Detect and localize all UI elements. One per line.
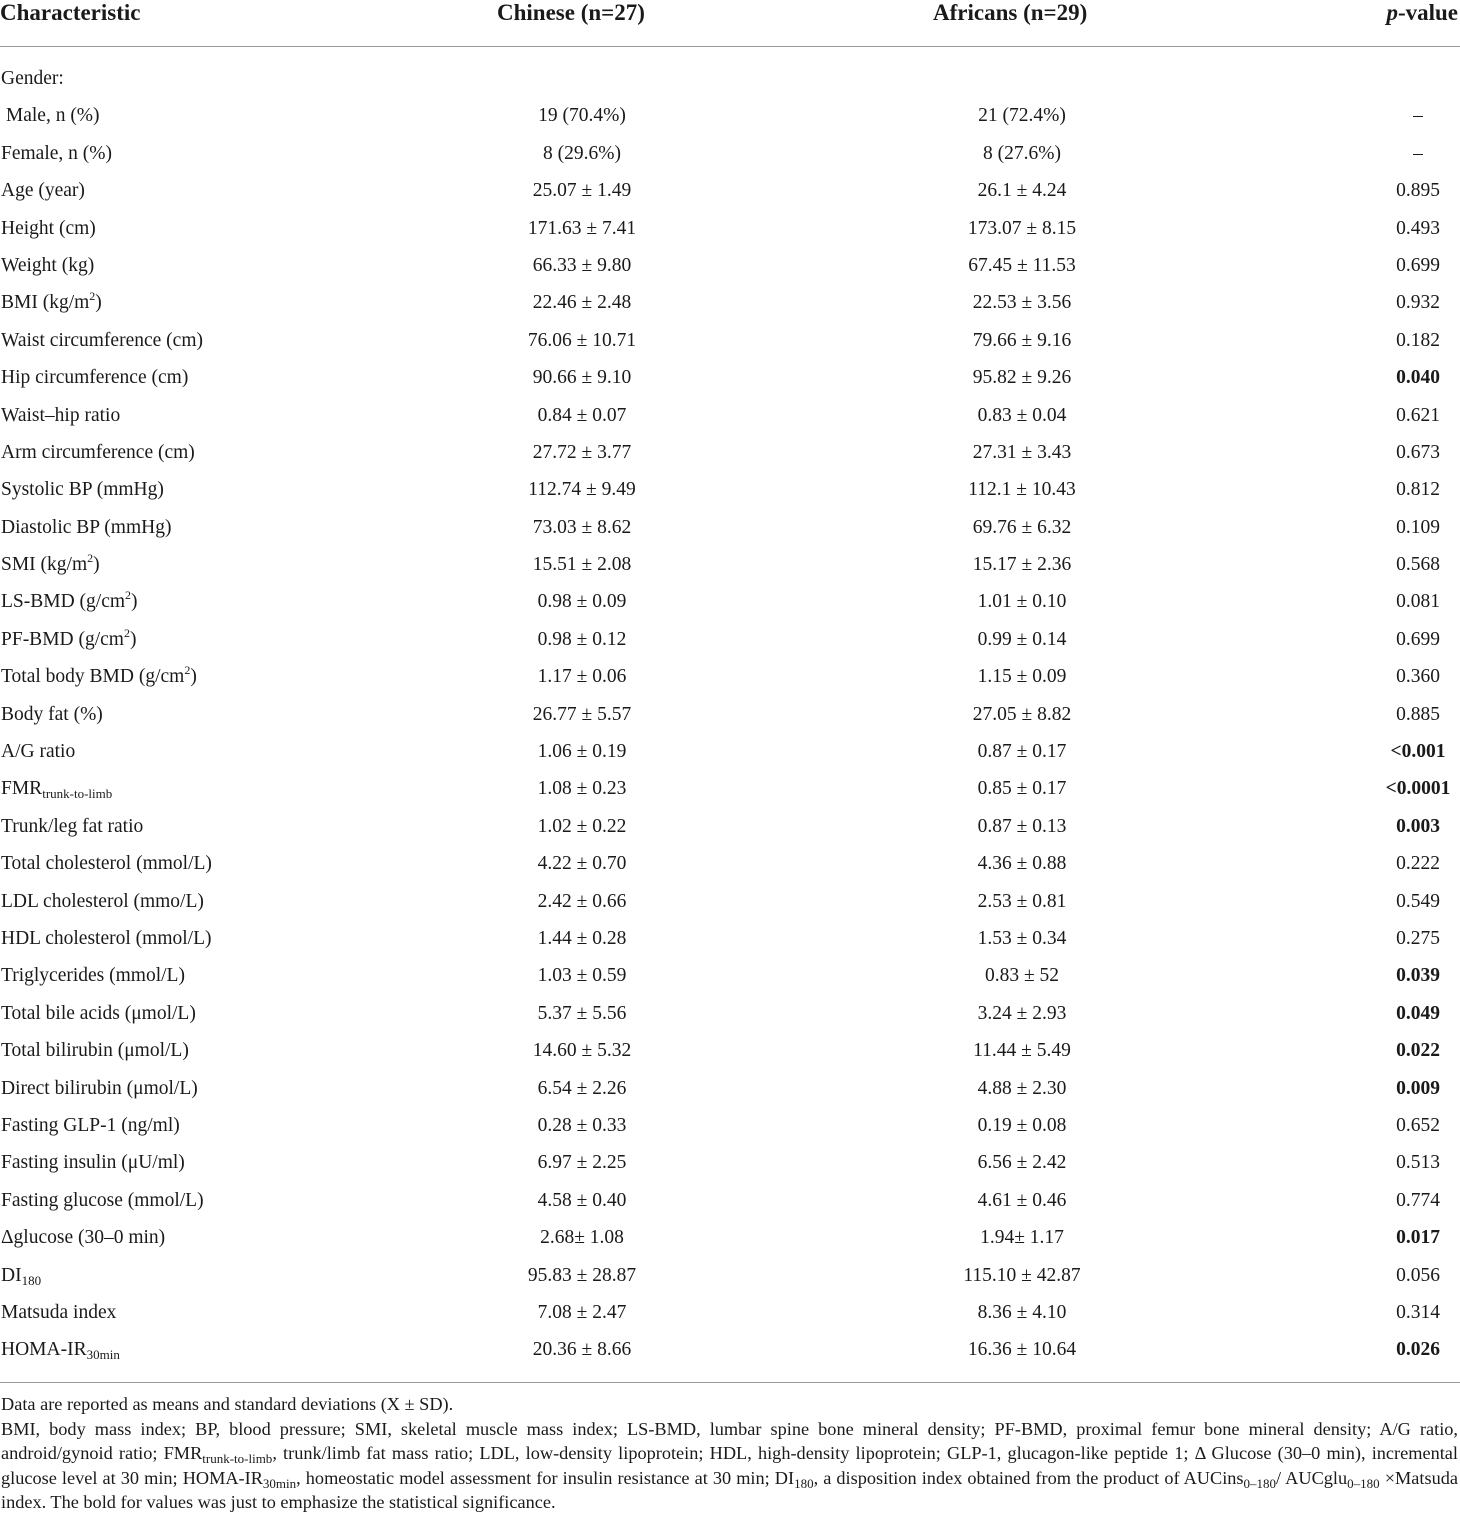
row-label-text: Hip circumference (cm) xyxy=(1,367,189,389)
row-label-sup: 2 xyxy=(87,551,94,566)
africans-value: 1.15 ± 0.09 xyxy=(977,666,1067,688)
row-label xyxy=(1,883,204,920)
table-row xyxy=(0,883,1460,920)
africans-value: 79.66 ± 9.16 xyxy=(972,329,1072,351)
table-row xyxy=(0,60,1460,97)
row-label-text: DI xyxy=(1,1264,22,1286)
footnote-sub-5: 0–180 xyxy=(1347,1475,1380,1491)
row-label xyxy=(1,621,136,658)
footnote-text-c: , homeostatic model assessment for insulin resistance at 30 min; DI xyxy=(296,1467,795,1488)
table-row xyxy=(0,1331,1460,1368)
row-label-text: Total bilirubin (μmol/L) xyxy=(1,1040,189,1062)
chinese-value: 1.17 ± 0.06 xyxy=(537,666,627,688)
footnote-text-f: ×Matsuda index. The bold for values was just to emphasize the statistical significance. xyxy=(1,1467,1458,1513)
footnote-text-e: / AUCglu xyxy=(1276,1467,1348,1488)
africans-value: 1.01 ± 0.10 xyxy=(977,591,1067,613)
row-label xyxy=(1,210,96,247)
row-label xyxy=(1,658,197,695)
row-label-text: Waist circumference (cm) xyxy=(1,329,203,351)
row-label-text: Fasting GLP-1 (ng/ml) xyxy=(1,1114,180,1136)
table-row xyxy=(0,1107,1460,1144)
row-label xyxy=(1,247,94,284)
chinese-value: 26.77 ± 5.57 xyxy=(532,703,632,725)
table-row xyxy=(0,509,1460,546)
africans-value: 173.07 ± 8.15 xyxy=(967,217,1077,239)
p-value: – xyxy=(1413,142,1423,164)
p-value: 0.022 xyxy=(1396,1040,1440,1062)
row-label-suffix: ) xyxy=(93,554,100,576)
p-value: 0.493 xyxy=(1396,217,1440,239)
chinese-value: 95.83 ± 28.87 xyxy=(527,1264,637,1286)
row-label-text: A/G ratio xyxy=(1,741,76,763)
chinese-value: 66.33 ± 9.80 xyxy=(532,254,632,276)
africans-value: 4.61 ± 0.46 xyxy=(977,1189,1067,1211)
p-value: 0.895 xyxy=(1396,180,1440,202)
row-label-sup: 2 xyxy=(125,588,132,603)
row-label-suffix: ) xyxy=(95,292,102,314)
p-value: – xyxy=(1413,105,1423,127)
row-label-text: Total body BMD (g/cm xyxy=(1,666,185,688)
chinese-value: 0.98 ± 0.12 xyxy=(537,628,627,650)
table-row xyxy=(0,1032,1460,1069)
row-label-suffix: ) xyxy=(129,628,137,650)
table-row xyxy=(0,808,1460,845)
table-row xyxy=(0,1219,1460,1256)
row-label xyxy=(1,97,100,134)
footnote-sub-2: 30min xyxy=(262,1475,297,1491)
table-row xyxy=(0,1144,1460,1181)
table-row xyxy=(0,696,1460,733)
africans-value: 15.17 ± 2.36 xyxy=(972,554,1072,576)
row-label xyxy=(1,1294,116,1331)
chinese-value: 171.63 ± 7.41 xyxy=(527,217,637,239)
table-row xyxy=(0,172,1460,209)
row-label xyxy=(1,1331,120,1368)
africans-value: 3.24 ± 2.93 xyxy=(977,1002,1067,1024)
footnote-data-note: Data are reported as means and standard deviations (X ± SD). xyxy=(1,1394,454,1414)
table-row xyxy=(0,995,1460,1032)
p-value: 0.081 xyxy=(1396,591,1440,613)
row-label xyxy=(1,995,196,1032)
p-value: <0.001 xyxy=(1390,741,1446,763)
africans-value: 21 (72.4%) xyxy=(978,105,1066,127)
table-row xyxy=(0,434,1460,471)
chinese-value: 76.06 ± 10.71 xyxy=(527,329,637,351)
chinese-value: 73.03 ± 8.62 xyxy=(532,516,632,538)
table-bottom-rule xyxy=(0,1382,1460,1383)
chinese-value: 112.74 ± 9.49 xyxy=(528,479,636,501)
row-label-text: Female, n (%) xyxy=(1,142,113,164)
table-row xyxy=(0,920,1460,957)
row-label xyxy=(1,845,212,882)
table-row xyxy=(0,658,1460,695)
chinese-value: 14.60 ± 5.32 xyxy=(532,1040,632,1062)
chinese-value: 0.98 ± 0.09 xyxy=(537,591,627,613)
table-row xyxy=(0,546,1460,583)
row-label xyxy=(1,957,185,994)
p-value: 0.360 xyxy=(1396,666,1440,688)
footnote-text-d: , a disposition index obtained from the product of AUCins xyxy=(813,1467,1244,1488)
row-label-sub: 30min xyxy=(86,1347,120,1363)
row-label xyxy=(1,1032,189,1069)
row-label-text: Diastolic BP (mmHg) xyxy=(1,516,172,538)
africans-value: 69.76 ± 6.32 xyxy=(972,516,1072,538)
row-label-sub: trunk-to-limb xyxy=(42,786,113,802)
p-value: <0.0001 xyxy=(1385,778,1451,800)
table-row xyxy=(0,247,1460,284)
row-label-text: Triglycerides (mmol/L) xyxy=(1,965,185,987)
row-label-text: Fasting insulin (μU/ml) xyxy=(1,1152,185,1174)
table-row xyxy=(0,1182,1460,1219)
p-value: 0.513 xyxy=(1396,1152,1440,1174)
row-label xyxy=(1,770,112,807)
p-value: 0.017 xyxy=(1396,1227,1440,1249)
table-footnotes xyxy=(1,1392,1458,1515)
table-row xyxy=(0,583,1460,620)
chinese-value: 27.72 ± 3.77 xyxy=(532,441,632,463)
africans-value: 27.05 ± 8.82 xyxy=(972,703,1072,725)
africans-value: 2.53 ± 0.81 xyxy=(977,890,1067,912)
row-label xyxy=(1,696,103,733)
africans-value: 95.82 ± 9.26 xyxy=(972,367,1072,389)
row-label xyxy=(1,1257,41,1294)
africans-value: 0.19 ± 0.08 xyxy=(977,1114,1067,1136)
p-value: 0.621 xyxy=(1396,404,1440,426)
row-label xyxy=(1,808,143,845)
africans-value: 67.45 ± 11.53 xyxy=(968,254,1076,276)
table-row xyxy=(0,770,1460,807)
row-label-text: SMI (kg/m xyxy=(1,554,88,576)
row-label-text: Direct bilirubin (μmol/L) xyxy=(1,1077,198,1099)
africans-value: 4.36 ± 0.88 xyxy=(977,853,1067,875)
p-value: 0.049 xyxy=(1396,1002,1440,1024)
row-label-text: LS-BMD (g/cm xyxy=(1,591,126,613)
chinese-value: 4.22 ± 0.70 xyxy=(537,853,627,875)
africans-value: 112.1 ± 10.43 xyxy=(968,479,1076,501)
p-value: 0.056 xyxy=(1396,1264,1440,1286)
row-label-text: Male, n (%) xyxy=(1,105,100,127)
table-row xyxy=(0,1070,1460,1107)
p-value: 0.003 xyxy=(1396,815,1440,837)
chinese-value: 22.46 ± 2.48 xyxy=(532,292,632,314)
chinese-value: 0.28 ± 0.33 xyxy=(537,1114,627,1136)
chinese-value: 1.44 ± 0.28 xyxy=(537,927,627,949)
row-label xyxy=(1,583,138,620)
row-label xyxy=(1,172,85,209)
table-row xyxy=(0,97,1460,134)
chinese-value: 8 (29.6%) xyxy=(543,142,621,164)
africans-value: 26.1 ± 4.24 xyxy=(977,180,1067,202)
row-label xyxy=(1,1182,204,1219)
footnote-text-b: , trunk/limb fat mass ratio; LDL, low-density lipoprotein; HDL, high-density lipoprotein; GLP-1, glucagon-like peptide 1; Δ Glucose (30–0 min), incremental glucose level at 30 min; HOMA-IR xyxy=(1,1443,1458,1488)
header-p-rest: -value xyxy=(1397,0,1458,25)
row-label xyxy=(1,434,195,471)
p-value: 0.774 xyxy=(1396,1189,1440,1211)
table-row xyxy=(0,322,1460,359)
row-label-text: Fasting glucose (mmol/L) xyxy=(1,1189,204,1211)
footnote-abbreviations xyxy=(1,1417,1458,1515)
table-row xyxy=(0,1294,1460,1331)
table-row xyxy=(0,957,1460,994)
africans-value: 0.83 ± 52 xyxy=(984,965,1060,987)
p-value: 0.314 xyxy=(1396,1301,1440,1323)
chinese-value: 1.02 ± 0.22 xyxy=(537,815,627,837)
header-africans: Africans (n=29) xyxy=(933,0,1088,25)
footnote-sub-3: 180 xyxy=(794,1475,814,1491)
header-p-value xyxy=(1386,0,1458,26)
table-row xyxy=(0,210,1460,247)
row-label-text: PF-BMD (g/cm xyxy=(1,628,124,650)
p-value: 0.699 xyxy=(1396,628,1440,650)
africans-value: 8.36 ± 4.10 xyxy=(977,1301,1067,1323)
africans-value: 22.53 ± 3.56 xyxy=(972,292,1072,314)
table-row xyxy=(0,397,1460,434)
row-label-text: Total cholesterol (mmol/L) xyxy=(1,853,212,875)
table-row xyxy=(0,359,1460,396)
p-value: 0.568 xyxy=(1396,554,1440,576)
chinese-value: 5.37 ± 5.56 xyxy=(537,1002,627,1024)
header-chinese: Chinese (n=27) xyxy=(497,0,645,25)
p-value: 0.026 xyxy=(1396,1339,1440,1361)
africans-value: 0.87 ± 0.17 xyxy=(977,741,1067,763)
p-value: 0.885 xyxy=(1396,703,1440,725)
africans-value: 27.31 ± 3.43 xyxy=(972,441,1072,463)
row-label-text: Body fat (%) xyxy=(1,703,103,725)
chinese-value: 2.68± 1.08 xyxy=(540,1227,624,1249)
table-header xyxy=(0,0,1460,47)
chinese-value: 0.84 ± 0.07 xyxy=(537,404,627,426)
africans-value: 0.87 ± 0.13 xyxy=(977,815,1067,837)
row-label-sup: 2 xyxy=(89,289,96,304)
row-label-text: Arm circumference (cm) xyxy=(1,441,195,463)
africans-value: 0.99 ± 0.14 xyxy=(977,628,1067,650)
africans-value: 0.85 ± 0.17 xyxy=(977,778,1067,800)
header-p-italic: p xyxy=(1386,0,1398,25)
row-label-text: Total bile acids (μmol/L) xyxy=(1,1002,196,1024)
p-value: 0.699 xyxy=(1396,254,1440,276)
p-value: 0.039 xyxy=(1396,965,1440,987)
table-row xyxy=(0,471,1460,508)
p-value: 0.040 xyxy=(1396,367,1440,389)
p-value: 0.222 xyxy=(1396,853,1440,875)
chinese-value: 19 (70.4%) xyxy=(538,105,626,127)
chinese-value: 2.42 ± 0.66 xyxy=(537,890,627,912)
footnote-text-a: BMI, body mass index; BP, blood pressure; SMI, skeletal muscle mass index; LS-BMD, lumbar spine bone mineral density; PF-BMD, proximal femur bone mineral density; A/G ratio, android/gynoid ratio; FMR xyxy=(1,1418,1458,1464)
chinese-value: 6.54 ± 2.26 xyxy=(537,1077,627,1099)
p-value: 0.652 xyxy=(1396,1114,1440,1136)
row-label-text: Trunk/leg fat ratio xyxy=(1,815,144,837)
table-row xyxy=(0,284,1460,321)
footnote-sub-4: 0–180 xyxy=(1243,1475,1277,1491)
africans-value: 6.56 ± 2.42 xyxy=(977,1152,1067,1174)
row-label xyxy=(1,471,164,508)
africans-value: 0.83 ± 0.04 xyxy=(977,404,1067,426)
row-label-sup: 2 xyxy=(184,663,191,678)
row-label xyxy=(1,546,100,583)
row-label-text: Age (year) xyxy=(1,180,85,202)
row-label xyxy=(1,284,102,321)
p-value: 0.932 xyxy=(1396,292,1440,314)
table-row xyxy=(0,135,1460,172)
chinese-value: 25.07 ± 1.49 xyxy=(532,180,632,202)
row-label xyxy=(1,322,203,359)
chinese-value: 90.66 ± 9.10 xyxy=(532,367,632,389)
p-value: 0.673 xyxy=(1396,441,1440,463)
row-label xyxy=(1,60,64,97)
africans-value: 1.53 ± 0.34 xyxy=(977,927,1067,949)
africans-value: 1.94± 1.17 xyxy=(980,1227,1064,1249)
africans-value: 8 (27.6%) xyxy=(983,142,1061,164)
chinese-value: 7.08 ± 2.47 xyxy=(537,1301,627,1323)
p-value: 0.009 xyxy=(1396,1077,1440,1099)
row-label-text: HOMA-IR xyxy=(1,1339,87,1361)
footnote-sub-1: trunk-to-limb xyxy=(202,1451,273,1467)
africans-value: 16.36 ± 10.64 xyxy=(967,1339,1077,1361)
row-label xyxy=(1,135,112,172)
row-label-suffix: ) xyxy=(131,591,138,613)
row-label-text: Matsuda index xyxy=(1,1301,117,1323)
header-characteristic: Characteristic xyxy=(0,0,141,25)
row-label xyxy=(1,1070,198,1107)
table-row xyxy=(0,845,1460,882)
chinese-value: 4.58 ± 0.40 xyxy=(537,1189,627,1211)
row-label-suffix: ) xyxy=(190,666,197,688)
row-label-text: HDL cholesterol (mmol/L) xyxy=(1,927,212,949)
p-value: 0.549 xyxy=(1396,890,1440,912)
row-label-text: Gender: xyxy=(1,68,64,89)
chinese-value: 1.08 ± 0.23 xyxy=(537,778,627,800)
row-label-text: Weight (kg) xyxy=(1,254,95,276)
row-label-text: Systolic BP (mmHg) xyxy=(1,479,164,501)
row-label xyxy=(1,1107,180,1144)
p-value: 0.109 xyxy=(1396,516,1440,538)
row-label xyxy=(1,1219,165,1256)
row-label-text: Δglucose (30–0 min) xyxy=(1,1227,166,1249)
chinese-value: 1.06 ± 0.19 xyxy=(537,741,627,763)
table-body xyxy=(0,60,1460,1369)
row-label xyxy=(1,397,120,434)
row-label xyxy=(1,733,75,770)
chinese-value: 20.36 ± 8.66 xyxy=(532,1339,632,1361)
africans-value: 115.10 ± 42.87 xyxy=(963,1264,1081,1286)
chinese-value: 1.03 ± 0.59 xyxy=(537,965,627,987)
table-row xyxy=(0,1257,1460,1294)
row-label-text: BMI (kg/m xyxy=(1,292,90,314)
table-row xyxy=(0,733,1460,770)
row-label xyxy=(1,1144,185,1181)
row-label-text: FMR xyxy=(1,778,43,800)
row-label-text: Height (cm) xyxy=(1,217,96,239)
chinese-value: 6.97 ± 2.25 xyxy=(537,1152,627,1174)
p-value: 0.812 xyxy=(1396,479,1440,501)
chinese-value: 15.51 ± 2.08 xyxy=(532,554,632,576)
row-label xyxy=(1,920,211,957)
row-label-text: Waist–hip ratio xyxy=(1,404,121,426)
row-label-text: LDL cholesterol (mmo/L) xyxy=(1,890,204,912)
africans-value: 4.88 ± 2.30 xyxy=(977,1077,1067,1099)
row-label xyxy=(1,509,171,546)
africans-value: 11.44 ± 5.49 xyxy=(973,1040,1071,1062)
row-label-sup: 2 xyxy=(123,625,130,640)
row-label-sub: 180 xyxy=(21,1272,42,1288)
row-label xyxy=(1,359,188,396)
p-value: 0.182 xyxy=(1396,329,1440,351)
p-value: 0.275 xyxy=(1396,927,1440,949)
table-row xyxy=(0,621,1460,658)
